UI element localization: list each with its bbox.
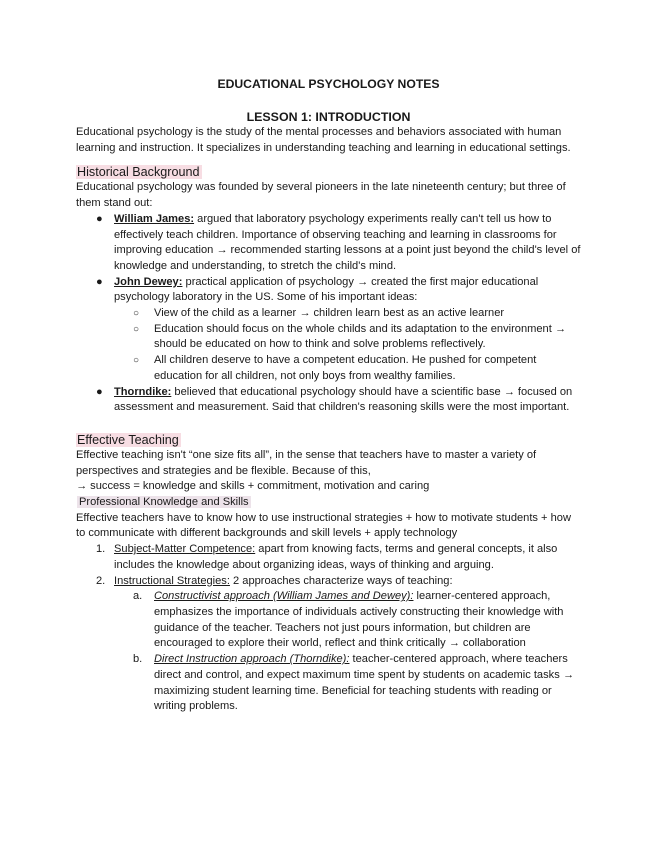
pioneer-name: William James: bbox=[114, 212, 195, 225]
list-item bbox=[76, 353, 581, 384]
approach-label: Direct Instruction approach (Thorndike): bbox=[154, 653, 350, 666]
circle-bullet-icon: ○ bbox=[133, 308, 140, 320]
effective-heading bbox=[76, 432, 581, 448]
historical-intro: Educational psychology was founded by several pioneers in the late nineteenth century; but three of them stand out: bbox=[76, 181, 566, 210]
list-letter: b. bbox=[133, 653, 143, 666]
professional-intro: Effective teachers have to know how to use instructional strategies + how to motivate students + how to communicate with different backgrounds and skill levels + apply technology bbox=[76, 511, 571, 540]
list-item bbox=[76, 306, 581, 322]
professional-subheading-text: Professional Knowledge and Skills bbox=[79, 496, 249, 509]
bullet-icon: ● bbox=[96, 385, 103, 398]
list-item bbox=[76, 322, 581, 353]
item-text: 2 approaches characterize ways of teaching: bbox=[229, 574, 453, 587]
list-number: 2. bbox=[96, 574, 106, 587]
list-item-john-dewey bbox=[76, 275, 581, 385]
list-number: 1. bbox=[96, 543, 106, 556]
professional-subheading bbox=[77, 495, 581, 511]
item-label: Instructional Strategies: bbox=[114, 574, 230, 587]
document-title: EDUCATIONAL PSYCHOLOGY NOTES bbox=[217, 77, 440, 91]
item-label: Subject-Matter Competence: bbox=[114, 543, 256, 556]
pioneer-text: argued that laboratory psychology experiments really can't tell us how to effectively teach children. Importance of observing teaching and learning in classrooms for improving education → recommended starting lessons at a point just beyond the child's level of knowledge and understanding, to stretch the child's mind. bbox=[114, 212, 581, 272]
approaches-list bbox=[76, 589, 581, 715]
list-item-thorndike bbox=[76, 385, 581, 416]
pioneer-name: John Dewey: bbox=[114, 275, 183, 288]
pioneer-name: Thorndike: bbox=[114, 385, 172, 398]
success-formula: → success = knowledge and skills + commitment, motivation and caring bbox=[76, 480, 430, 493]
document-page bbox=[76, 76, 581, 715]
approach-label: Constructivist approach (William James and Dewey): bbox=[154, 590, 414, 603]
idea-text: Education should focus on the whole childs and its adaptation to the environment → should be educated on how to think and solve problems reflectively. bbox=[154, 322, 566, 351]
historical-heading bbox=[76, 164, 581, 180]
pioneer-text: practical application of psychology → created the first major educational psychology laboratory in the US. Some of his important ideas: bbox=[114, 275, 539, 304]
approach-text: learner-centered approach, emphasizes the importance of individuals actively constructing their knowledge with guidance of the teacher. Teachers not just pours information, but children are encouraged to explore their world, reflect and think critically → collaboration bbox=[154, 590, 564, 650]
list-item-instructional-strategies bbox=[76, 574, 581, 715]
intro-paragraph: Educational psychology is the study of the mental processes and behaviors associated with human learning and instruction. It specializes in understanding teaching and learning in educational settings. bbox=[76, 126, 571, 154]
circle-bullet-icon: ○ bbox=[133, 355, 140, 367]
item-text: apart from knowing facts, terms and general concepts, it also includes the knowledge about organizing ideas, ways of thinking and arguing. bbox=[114, 543, 558, 571]
bullet-icon: ● bbox=[96, 275, 103, 288]
list-item-william-james bbox=[76, 212, 581, 275]
lesson-title: LESSON 1: INTRODUCTION bbox=[246, 110, 411, 124]
dewey-ideas-list bbox=[76, 306, 581, 385]
pioneer-text: believed that educational psychology should have a scientific base → focused on assessment and measurement. Said that children's reasoning skills were the most important. bbox=[114, 385, 573, 414]
skills-list bbox=[76, 542, 581, 715]
effective-intro: Effective teaching isn't “one size fits all”, in the sense that teachers have to master a variety of perspectives and strategies and be flexible. Because of this, bbox=[76, 448, 537, 477]
historical-heading-text: Historical Background bbox=[77, 165, 200, 180]
idea-text: All children deserve to have a competent education. He pushed for competent education for all children, not only boys from wealthy families. bbox=[154, 354, 537, 382]
pioneers-list bbox=[76, 212, 581, 416]
idea-text: View of the child as a learner → children learn best as an active learner bbox=[154, 307, 505, 320]
list-item-constructivist bbox=[76, 589, 581, 652]
effective-heading-text: Effective Teaching bbox=[77, 432, 179, 447]
list-item-direct-instruction bbox=[76, 652, 581, 715]
approach-text: teacher-centered approach, where teachers direct and control, and expect maximum time spent by students on academic tasks → maximizing student learning time. Beneficial for teaching students with reading or writing problems. bbox=[154, 653, 574, 713]
list-item-subject-matter bbox=[76, 542, 581, 573]
bullet-icon: ● bbox=[96, 212, 103, 225]
list-letter: a. bbox=[133, 590, 143, 603]
circle-bullet-icon: ○ bbox=[133, 323, 140, 335]
